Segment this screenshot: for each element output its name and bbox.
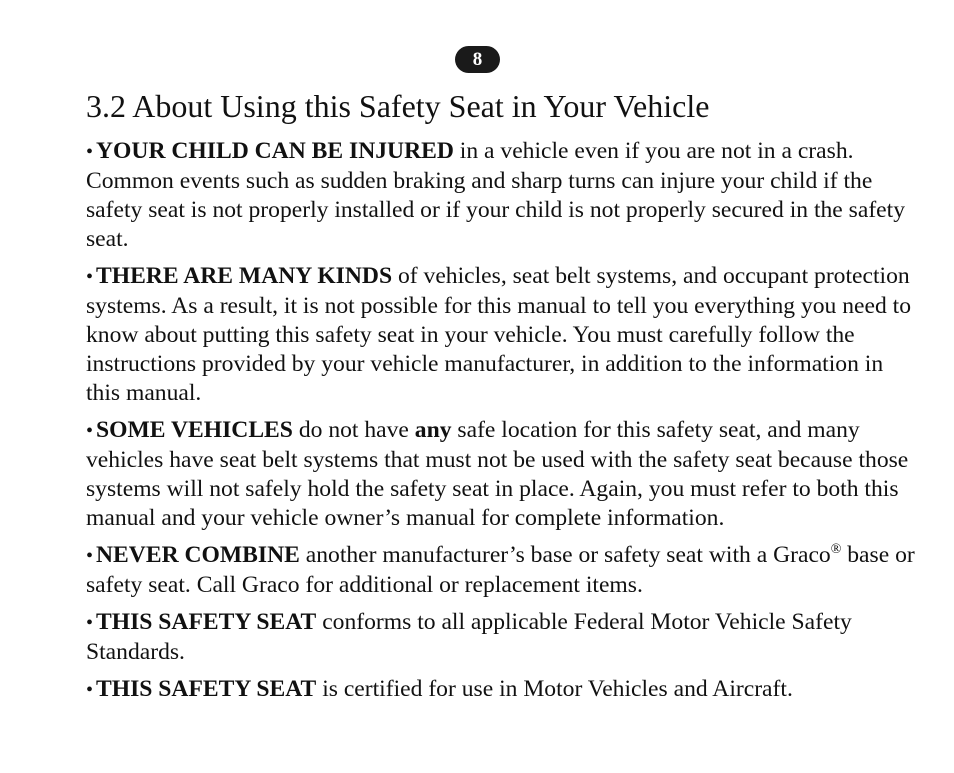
bullet-icon: • — [86, 545, 94, 567]
bullet-text: safe location for this safety seat, and many vehicles have seat belt systems that must not be used with the safety seat because those systems will not safely hold the safety seat in place. Again, you must refer to both this manual and your vehicle owner’s manual for complete information. — [86, 417, 909, 531]
bullet-text: base or safety seat. Call Graco for additional or replacement items. — [86, 542, 915, 598]
bullet-item-many-kinds — [86, 262, 916, 408]
bullet-lead: THIS SAFETY SEAT — [96, 676, 317, 702]
section-title: 3.2 About Using this Safety Seat in Your Vehicle — [86, 88, 710, 124]
bullet-item-child-injured — [86, 137, 916, 254]
bullet-lead: NEVER COMBINE — [96, 542, 300, 568]
bullet-lead: YOUR CHILD CAN BE INJURED — [96, 138, 454, 164]
bullet-text: is certified for use in Motor Vehicles and Aircraft. — [316, 676, 793, 702]
bullet-icon: • — [86, 266, 94, 288]
bullet-item-certified — [86, 675, 916, 705]
bullet-text: do not have — [292, 417, 415, 443]
bullet-item-some-vehicles — [86, 416, 916, 533]
bullet-emphasis: any — [414, 417, 452, 443]
bullet-item-fmvss — [86, 608, 916, 667]
registered-trademark: ® — [830, 542, 842, 558]
bullet-icon: • — [86, 420, 94, 442]
bullet-list — [86, 137, 916, 705]
bullet-text: conforms to all applicable Federal Motor Vehicle Safety Standards. — [86, 609, 852, 665]
bullet-text: in a vehicle even if you are not in a crash. Common events such as sudden braking and sharp turns can injure your child if the safety seat is not properly installed or if your child is not properly secured in the safety seat. — [86, 138, 906, 252]
bullet-lead: THERE ARE MANY KINDS — [96, 263, 393, 289]
bullet-icon: • — [86, 679, 94, 701]
bullet-item-never-combine — [86, 541, 916, 600]
page-number-badge: 8 — [455, 46, 500, 73]
bullet-lead: SOME VEHICLES — [96, 417, 293, 443]
bullet-text: of vehicles, seat belt systems, and occupant protection systems. As a result, it is not possible for this manual to tell you everything you need to know about putting this safety seat in your vehicle. You must carefully follow the instructions provided by your vehicle manufacturer, in addition to the information in this manual. — [86, 263, 912, 406]
bullet-icon: • — [86, 612, 94, 634]
bullet-icon: • — [86, 141, 94, 163]
bullet-text: another manufacturer’s base or safety seat with a Graco — [299, 542, 831, 568]
bullet-lead: THIS SAFETY SEAT — [96, 609, 317, 635]
